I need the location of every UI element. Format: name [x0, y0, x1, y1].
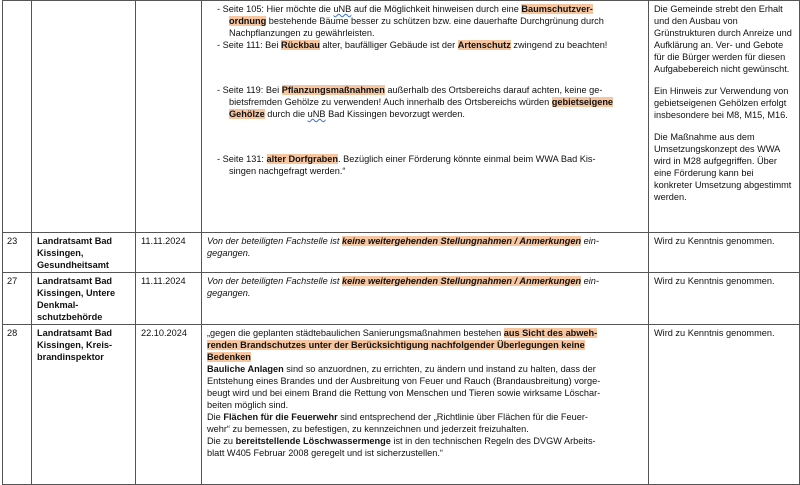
statement-text: alter, baufälliger Gebäude ist der — [319, 40, 458, 50]
statement-text: bestehende Bäume besser zu schützen bzw. eine dauerhafte Durchgrünung durch — [266, 16, 604, 26]
statement-text: Die zu — [207, 436, 236, 446]
response-cell: Wird zu Kenntnis genommen. — [649, 233, 800, 273]
statement-text: „gegen die geplanten städtebaulichen Sanierungsmaßnahmen bestehen — [207, 328, 504, 338]
statement-text: gegangen. — [207, 248, 251, 258]
bullet-item — [207, 84, 643, 120]
spacer — [207, 120, 643, 153]
statement-text: Von der beteiligten Fachstelle ist — [207, 236, 342, 246]
statement-cell — [202, 273, 649, 325]
statement-text: bereitstellende Löschwassermenge — [235, 436, 391, 446]
statement-text: blatt W405 Februar 2008 geregelt und ist sicherzustellen.“ — [207, 448, 443, 458]
highlighted-text: Rückbau — [281, 40, 320, 50]
statement-text: Die — [207, 412, 224, 422]
highlighted-text: renden Brandschutzes unter der Berücksichtigung nachfolgender Überlegungen keine — [207, 340, 585, 350]
statement-text: beiten möglich sind. — [207, 400, 289, 410]
statement-text: wehr“ zu bemessen, zu befestigen, zu kennzeichnen und jederzeit freizuhalten. — [207, 424, 529, 434]
statement-text: Flächen für die Feuerwehr — [223, 412, 338, 422]
spacer — [207, 51, 643, 84]
statement-text: zwingend zu beachten! — [510, 40, 608, 50]
date-cell — [136, 1, 202, 233]
response-paragraph: Die Gemeinde strebt den Erhalt und den Ausbau von Grünstrukturen durch Anreize und Aufklärung an. Ver- und Gebote für die Bürger werden für diesen Aufgabebereich nicht gewünscht. — [654, 4, 792, 74]
statement-text: Bauliche Anlagen — [207, 364, 284, 374]
response-cell: Wird zu Kenntnis genommen. — [649, 273, 800, 325]
number-cell: 23 — [3, 233, 32, 273]
date-cell: 22.10.2024 — [136, 325, 202, 485]
response-paragraph: Ein Hinweis zur Verwendung von gebietseigenen Gehölzen erfolgt insbesondere bei M8, M15, M16. — [654, 86, 789, 120]
statement-text: gegangen. — [207, 288, 251, 298]
response-cell — [649, 1, 800, 233]
highlighted-text: Baumschutzver- — [521, 4, 593, 14]
statement-text: sind entsprechend der „Richtlinie über Flächen für die Feuer- — [337, 412, 588, 422]
agency-cell: Landratsamt Bad Kissingen, Gesundheitsamt — [32, 233, 136, 273]
date-cell: 11.11.2024 — [136, 273, 202, 325]
table-row — [3, 1, 800, 233]
statement-text: uNB — [307, 109, 326, 119]
highlighted-text: Pflanzungsmaßnahmen — [281, 85, 385, 95]
highlighted-text: keine weitergehenden Stellungnahmen / Anmerkungen — [342, 276, 582, 286]
response-paragraph: Die Maßnahme aus dem Umsetzungskonzept des WWA wird in M28 aufgegriffen. Über eine Förderung kann bei konkreter Umsetzung abgestimmt werden. — [654, 132, 792, 202]
statement-text: ein- — [581, 276, 599, 286]
table-row — [3, 273, 800, 325]
number-cell: 28 — [3, 325, 32, 485]
date-cell: 11.11.2024 — [136, 233, 202, 273]
highlighted-text: ordnung — [229, 16, 267, 26]
bullet-item — [207, 153, 643, 177]
table-row — [3, 325, 800, 485]
response-cell: Wird zu Kenntnis genommen. — [649, 325, 800, 485]
statement-text: ist in den technischen Regeln des DVGW Arbeits- — [390, 436, 596, 446]
agency-cell: Landratsamt Bad Kissingen, Kreis-brandinspektor — [32, 325, 136, 485]
number-cell: 27 — [3, 273, 32, 325]
highlighted-text: keine weitergehenden Stellungnahmen / Anmerkungen — [342, 236, 582, 246]
table-row — [3, 233, 800, 273]
statement-text: beugt wird und bei einem Brand die Rettung von Menschen und Tieren sowie wirksame Löschar- — [207, 388, 601, 398]
bullet-item — [207, 39, 643, 51]
agency-cell: Landratsamt Bad Kissingen, Untere Denkmal-schutzbehörde — [32, 273, 136, 325]
statement-text: - Seite 105: Hier möchte die — [217, 4, 334, 14]
statement-text: - Seite 111: Bei — [217, 40, 282, 50]
statement-text: Von der beteiligten Fachstelle ist — [207, 276, 342, 286]
statement-cell — [202, 233, 649, 273]
agency-cell — [32, 1, 136, 233]
statement-text: sind so anzuordnen, zu errichten, zu ändern und instand zu halten, dass der — [283, 364, 596, 374]
highlighted-text: Gehölze — [229, 109, 265, 119]
highlighted-text: gebietseigene — [551, 97, 614, 107]
statement-text: Entstehung eines Brandes und der Ausbreitung von Feuer und Rauch (Brandausbreitung) vorge- — [207, 376, 601, 386]
highlighted-text: Bedenken — [207, 352, 251, 362]
comments-table — [2, 0, 800, 485]
statement-text: . Bezüglich einer Förderung könnte einmal beim WWA Bad Kis- — [338, 154, 596, 164]
statement-text: bietsfremden Gehölze zu verwenden! Auch innerhalb des Ortsbereichs würden — [229, 97, 552, 107]
statement-text: - Seite 119: Bei — [217, 85, 282, 95]
statement-text: ein- — [581, 236, 599, 246]
number-cell — [3, 1, 32, 233]
statement-text: Bad Kissingen bevorzugt werden. — [325, 109, 465, 119]
highlighted-text: alter Dorfgraben — [266, 154, 339, 164]
statement-cell — [202, 1, 649, 233]
statement-text: außerhalb des Ortsbereichs darauf achten, keine ge- — [384, 85, 603, 95]
statement-cell — [202, 325, 649, 485]
highlighted-text: aus Sicht des abweh- — [503, 328, 598, 338]
bullet-item — [207, 3, 643, 39]
statement-text: - Seite 131: — [217, 154, 267, 164]
highlighted-text: Artenschutz — [457, 40, 511, 50]
statement-text: auf die Möglichkeit hinweisen durch eine — [351, 4, 522, 14]
statement-text: Nachpflanzungen zu gewährleisten. — [229, 28, 375, 38]
statement-text: uNB — [333, 4, 352, 14]
statement-text: durch die — [264, 109, 308, 119]
statement-text: singen nachgefragt werden.“ — [229, 166, 346, 176]
